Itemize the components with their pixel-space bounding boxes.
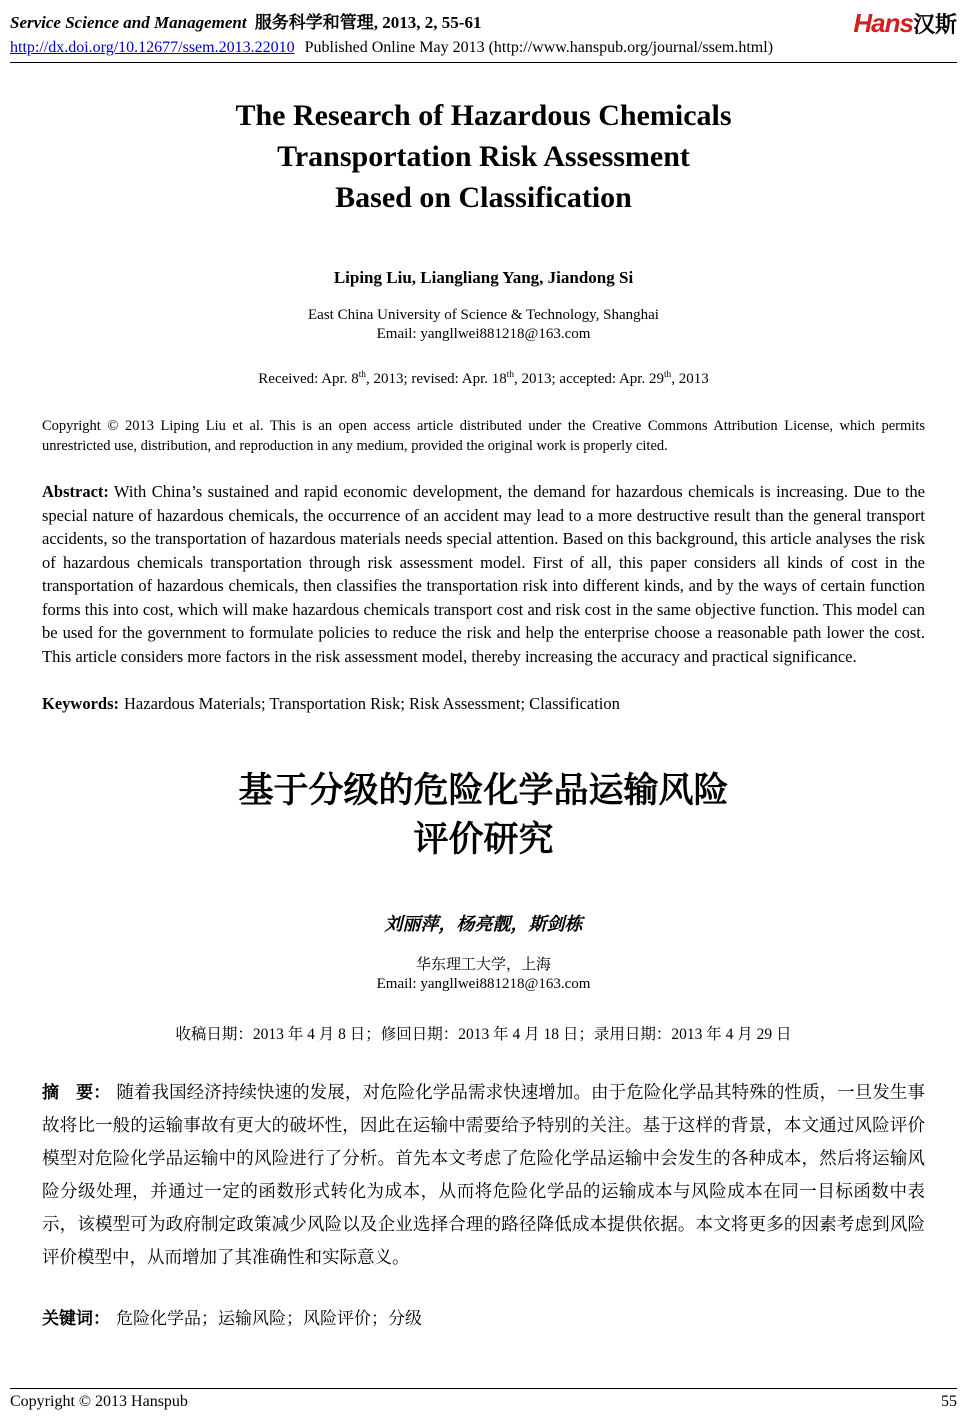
email-en: Email: yangllwei881218@163.com (376, 326, 591, 342)
abstract-label-en: Abstract: (42, 482, 109, 501)
abstract-zh (42, 1076, 925, 1274)
received-dates-zh: 收稿日期：2013 年 4 月 8 日；修回日期：2013 年 4 月 18 日；录用日期：2013 年 4 月 29 日 (175, 1026, 792, 1043)
paper-body (0, 95, 967, 1329)
hans-logo-zh-text: 汉斯 (912, 12, 957, 37)
keywords-text-en: Hazardous Materials; Transportation Risk; Risk Assessment; Classification (124, 694, 620, 713)
paper-title-en (42, 95, 925, 218)
keywords-text-zh: 危险化学品；运输风险；风险评价；分级 (116, 1309, 422, 1328)
authors-en: Liping Liu, Liangliang Yang, Jiandong Si (333, 268, 634, 287)
title-zh-line-1: 基于分级的危险化学品运输风险 (238, 771, 729, 810)
title-zh-line-2: 评价研究 (413, 820, 554, 859)
superscript-th: th (663, 370, 672, 380)
header-divider (10, 62, 957, 63)
abstract-label-zh: 摘 要： (42, 1083, 111, 1102)
footer-divider (10, 1388, 957, 1389)
doi-line (10, 39, 957, 57)
copyright-notice: Copyright © 2013 Liping Liu et al. This is an open access article distributed under the Creative Commons Attribution License, which permits unrestricted use, distribution, and reproduction in any medium, provided the original work is properly cited. (42, 418, 925, 454)
abstract-text-en: With China’s sustained and rapid economic development, the demand for hazardous chemicals is increasing. Due to the special nature of hazardous chemicals, the occurrence of an accident may lead to a more destructive result than the general transport accidents, so the transportation of hazardous materials needs special attention. Based on this background, this article analyses the risk of hazardous chemicals transportation through risk assessment model. First of all, this paper considers all kinds of cost in the transportation of hazardous chemicals, then classifies the transportation risk into different kinds, and by the ways of certain function forms this into cost, which will make hazardous chemicals transport cost and risk cost in the same objective function. This model can be used for the government to formulate policies to reduce the risk and help the enterprise choose a reasonable path lower the cost. This article considers more factors in the risk assessment model, thereby increasing the accuracy and practical significance. (42, 482, 925, 666)
affiliation-text-en: East China University of Science & Technology, Shanghai (308, 307, 659, 323)
superscript-th: th (358, 370, 366, 380)
keywords-zh (42, 1304, 925, 1329)
email-zh: Email: yangllwei881218@163.com (376, 976, 591, 992)
published-info: Published Online May 2013 (http://www.hanspub.org/journal/ssem.html) (304, 39, 774, 56)
hans-logo-text: Hans (853, 8, 913, 38)
doi-link[interactable]: http://dx.doi.org/10.12677/ssem.2013.22010 (10, 39, 295, 56)
received-dates-en: Received: Apr. 8th, 2013; revised: Apr. 18th, 2013; accepted: Apr. 29th, 2013 (258, 370, 709, 387)
affiliation-text-zh: 华东理工大学，上海 (415, 957, 551, 973)
keywords-label-en: Keywords: (42, 694, 119, 713)
title-line-1: The Research of Hazardous Chemicals (235, 99, 732, 132)
keywords-label-zh: 关键词： (42, 1309, 110, 1328)
journal-header (0, 0, 967, 63)
abstract-text-zh: 随着我国经济持续快速的发展，对危险化学品需求快速增加。由于危险化学品其特殊的性质，一旦发生事故将比一般的运输事故有更大的破坏性，因此在运输中需要给予特别的关注。基于这样的背景，本文通过风险评价模型对危险化学品运输中的风险进行了分析。首先本文考虑了危险化学品运输中会发生的各种成本，然后将运输风险分级处理，并通过一定的函数形式转化为成本，从而将危险化学品的运输成本与风险成本在同一目标函数中表示，该模型可为政府制定政策减少风险以及企业选择合理的路径降低成本提供依据。本文将更多的因素考虑到风险评价模型中，从而增加了其准确性和实际意义。 (42, 1082, 925, 1267)
affiliation-en (42, 306, 925, 344)
footer-copyright: Copyright © 2013 Hanspub (10, 1393, 188, 1410)
title-line-2: Transportation Risk Assessment (277, 140, 690, 173)
title-line-3: Based on Classification (335, 181, 632, 214)
abstract-en (42, 480, 925, 668)
affiliation-zh (42, 956, 925, 994)
superscript-th: th (506, 370, 514, 380)
paper-title-zh (42, 766, 925, 864)
page-number: 55 (941, 1393, 957, 1410)
keywords-en (42, 694, 925, 714)
journal-title-en: Service Science and Management (10, 13, 247, 32)
authors-zh: 刘丽萍，杨亮靓，斯剑栋 (384, 914, 583, 934)
page-footer (10, 1388, 957, 1411)
journal-title (10, 8, 481, 33)
journal-title-zh: 服务科学和管理, 2013, 2, 55-61 (254, 13, 482, 32)
hans-publisher-logo (853, 8, 957, 36)
